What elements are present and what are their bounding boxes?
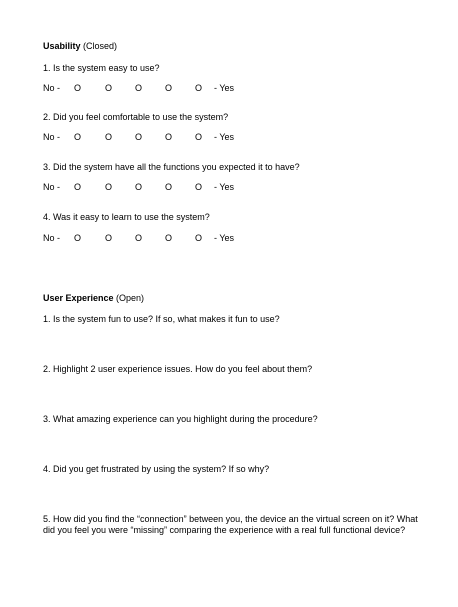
user-experience-section-title xyxy=(43,293,144,304)
user-experience-title-suffix: (Open) xyxy=(113,293,145,303)
scale-low-label: No - xyxy=(43,132,61,142)
scale-option-5[interactable]: O xyxy=(195,182,203,192)
ux-question-4: 4. Did you get frustrated by using the system? If so why? xyxy=(43,464,270,474)
scale-option-5[interactable]: O xyxy=(195,83,203,93)
usability-title-suffix: (Closed) xyxy=(80,41,118,51)
scale-high-label: - Yes xyxy=(214,83,235,93)
usability-title-bold: Usability xyxy=(43,41,81,51)
scale-option-2[interactable]: O xyxy=(105,233,113,243)
usability-question-1: 1. Is the system easy to use? xyxy=(43,63,160,73)
scale-option-4[interactable]: O xyxy=(165,182,173,192)
scale-high-label: - Yes xyxy=(214,233,235,243)
scale-high-label: - Yes xyxy=(214,132,235,142)
scale-option-3[interactable]: O xyxy=(135,182,143,192)
scale-option-1[interactable]: O xyxy=(74,182,82,192)
scale-low-label: No - xyxy=(43,83,61,93)
scale-option-1[interactable]: O xyxy=(74,132,82,142)
scale-low-label: No - xyxy=(43,182,61,192)
usability-section-title xyxy=(43,41,117,52)
scale-option-2[interactable]: O xyxy=(105,83,113,93)
usability-question-4: 4. Was it easy to learn to use the system? xyxy=(43,212,210,222)
ux-question-3: 3. What amazing experience can you highlight during the procedure? xyxy=(43,414,318,424)
scale-option-4[interactable]: O xyxy=(165,233,173,243)
ux-question-5: 5. How did you find the “connection” between you, the device an the virtual screen on it? What did you feel you were “missing” comparing the experience with a real full functional device? xyxy=(43,514,418,535)
scale-option-3[interactable]: O xyxy=(135,83,143,93)
scale-option-3[interactable]: O xyxy=(135,233,143,243)
scale-option-5[interactable]: O xyxy=(195,132,203,142)
usability-question-3: 3. Did the system have all the functions you expected it to have? xyxy=(43,162,300,172)
scale-option-4[interactable]: O xyxy=(165,83,173,93)
ux-question-1: 1. Is the system fun to use? If so, what makes it fun to use? xyxy=(43,314,280,324)
scale-option-3[interactable]: O xyxy=(135,132,143,142)
scale-option-4[interactable]: O xyxy=(165,132,173,142)
scale-option-1[interactable]: O xyxy=(74,83,82,93)
user-experience-title-bold: User Experience xyxy=(43,293,114,303)
scale-low-label: No - xyxy=(43,233,61,243)
scale-option-5[interactable]: O xyxy=(195,233,203,243)
ux-question-2: 2. Highlight 2 user experience issues. How do you feel about them? xyxy=(43,364,313,374)
scale-option-2[interactable]: O xyxy=(105,182,113,192)
scale-high-label: - Yes xyxy=(214,182,235,192)
scale-option-1[interactable]: O xyxy=(74,233,82,243)
scale-option-2[interactable]: O xyxy=(105,132,113,142)
usability-question-2: 2. Did you feel comfortable to use the system? xyxy=(43,112,229,122)
